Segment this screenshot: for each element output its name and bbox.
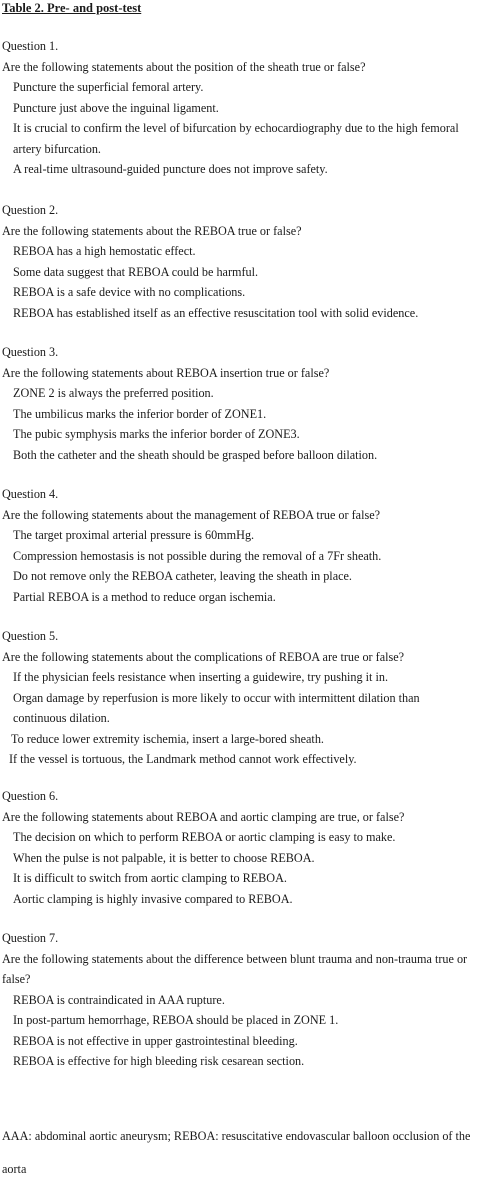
question-prompt: Are the following statements about the management of REBOA true or false? — [2, 507, 381, 522]
question-7 — [2, 928, 478, 1072]
question-2 — [2, 200, 478, 323]
question-heading: Question 6. — [2, 789, 59, 803]
question-statement: REBOA has a high hemostatic effect. — [13, 244, 196, 258]
question-statement: Compression hemostasis is not possible during the removal of a 7Fr sheath. — [13, 548, 382, 563]
question-statement: Aortic clamping is highly invasive compared to REBOA. — [13, 891, 293, 906]
question-prompt: Are the following statements about the difference between blunt trauma and non-trauma true or false? — [2, 951, 468, 986]
question-prompt: Are the following statements about the position of the sheath true or false? — [2, 59, 366, 74]
question-statement: The decision on which to perform REBOA or aortic clamping is easy to make. — [13, 830, 396, 844]
question-prompt: Are the following statements about the complications of REBOA are true or false? — [2, 649, 405, 664]
question-statement: REBOA has established itself as an effective resuscitation tool with solid evidence. — [13, 305, 419, 320]
question-statement: ZONE 2 is always the preferred position. — [13, 386, 214, 400]
question-statement: Puncture just above the inguinal ligament. — [13, 100, 219, 115]
question-statement: REBOA is effective for high bleeding risk cesarean section. — [13, 1054, 305, 1068]
question-statement: The pubic symphysis marks the inferior border of ZONE3. — [13, 427, 300, 441]
question-statement: To reduce lower extremity ischemia, insert a large-bored sheath. — [11, 731, 324, 746]
question-heading: Question 3. — [2, 345, 59, 359]
question-statement: REBOA is contraindicated in AAA rupture. — [13, 992, 225, 1007]
question-heading: Question 1. — [2, 39, 59, 53]
question-heading: Question 5. — [2, 629, 59, 643]
question-statement: Puncture the superficial femoral artery. — [13, 80, 204, 94]
question-5 — [2, 626, 478, 770]
question-statement: If the vessel is tortuous, the Landmark method cannot work effectively. — [9, 752, 357, 766]
table-title: Table 2. Pre- and post-test — [2, 1, 142, 15]
question-statement: It is crucial to confirm the level of bifurcation by echocardiography due to the high femoral artery bifurcation. — [13, 121, 459, 156]
question-heading: Question 7. — [2, 931, 59, 945]
question-statement: In post-partum hemorrhage, REBOA should be placed in ZONE 1. — [13, 1013, 339, 1027]
question-3 — [2, 342, 478, 465]
question-statement: It is difficult to switch from aortic clamping to REBOA. — [13, 871, 287, 885]
question-statement: REBOA is not effective in upper gastrointestinal bleeding. — [13, 1033, 298, 1048]
question-statement: Do not remove only the REBOA catheter, leaving the sheath in place. — [13, 569, 352, 583]
question-statement: Partial REBOA is a method to reduce organ ischemia. — [13, 589, 276, 604]
question-1 — [2, 36, 478, 180]
question-prompt: Are the following statements about REBOA and aortic clamping are true, or false? — [2, 809, 405, 824]
table-footnote: AAA: abdominal aortic aneurysm; REBOA: resuscitative endovascular balloon occlusion of the aorta — [2, 1129, 471, 1176]
question-6 — [2, 786, 478, 909]
question-4 — [2, 484, 478, 607]
question-heading: Question 4. — [2, 487, 59, 501]
question-heading: Question 2. — [2, 203, 59, 217]
question-statement: When the pulse is not palpable, it is better to choose REBOA. — [13, 850, 315, 865]
question-statement: Organ damage by reperfusion is more likely to occur with intermittent dilation than continuous dilation. — [13, 690, 420, 725]
question-prompt: Are the following statements about REBOA insertion true or false? — [2, 365, 330, 380]
question-statement: A real-time ultrasound-guided puncture does not improve safety. — [13, 162, 328, 176]
question-statement: Some data suggest that REBOA could be harmful. — [13, 264, 259, 279]
question-statement: The umbilicus marks the inferior border of ZONE1. — [13, 406, 267, 421]
question-statement: If the physician feels resistance when inserting a guidewire, try pushing it in. — [13, 670, 389, 684]
question-statement: The target proximal arterial pressure is 60mmHg. — [13, 528, 255, 542]
question-prompt: Are the following statements about the REBOA true or false? — [2, 223, 302, 238]
question-statement: Both the catheter and the sheath should be grasped before balloon dilation. — [13, 447, 378, 462]
question-statement: REBOA is a safe device with no complications. — [13, 285, 246, 299]
